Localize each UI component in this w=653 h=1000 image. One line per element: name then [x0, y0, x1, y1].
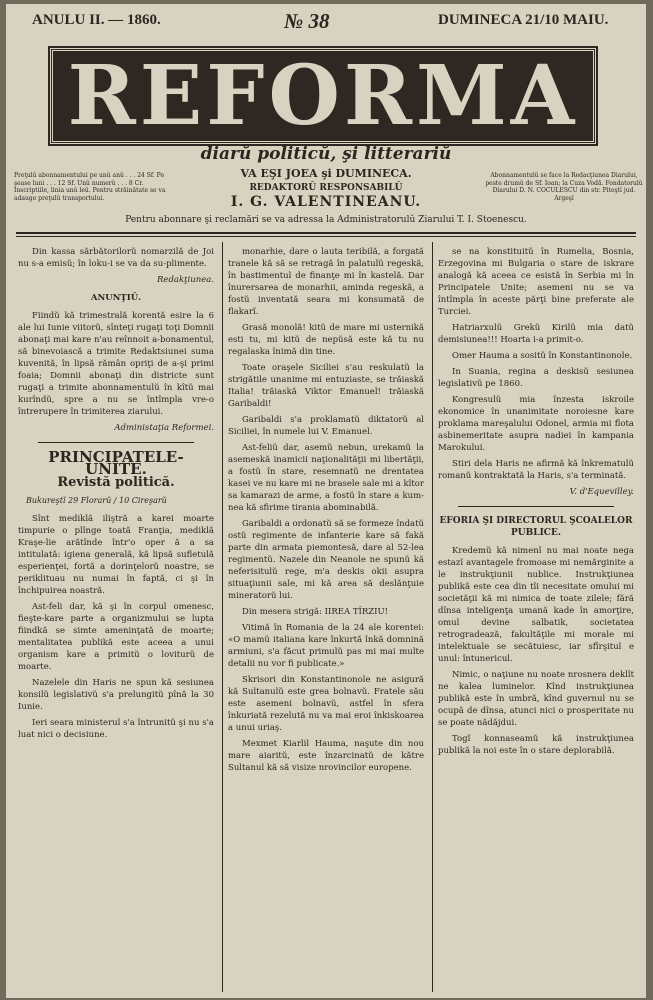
article-paragraph: Stiri dela Haris ne afirmă kă înkrematulŭ romanŭ kontraktată la Haris, s'a terminată.	[438, 459, 634, 481]
section-separator	[38, 442, 194, 443]
article-paragraph: Grasă monolă! kitŭ de mare mi usternikă esti tu, mi kitŭ de nepŭsă este kă tu nu regalaska înimă din tine.	[228, 323, 424, 357]
masthead-top-line	[6, 9, 646, 34]
article-paragraph: Toate oraşele Siciliei s'au reskulatŭ la strigătile unanime mi entuziaste, se trăiaskă Italia! trăiaskă Viktor Emanuel! trăiaskă Garibaldi!	[228, 363, 424, 409]
article-paragraph: Din mesera strigă: IIREA TÎRZIU!	[242, 607, 389, 617]
section-heading: EFORIA ŞI DIRECTORUL ŞCOALELOR PUBLICE.	[439, 516, 633, 538]
publication-frequency: VA EŞI JOEA şi DUMINECA.	[240, 167, 412, 180]
column-3	[438, 246, 634, 996]
article-paragraph: Sînt mediklă iliştră a karei moarte timpurie o plînge toată Franţia, mediklă Kraşe-lie arătînde într'o oper ă a sa intitulată: igiena generală, kă lipsă sufletulă esperienţei, fortă a dorinţelorŭ noastre, se periklituau nu numai în faptă, ci şi în închipuirea noastră.	[18, 514, 214, 596]
subscription-address: Pentru abonnare şi reclamări se va adressa la Administratorulŭ Ziarului T. I. Stoenescu.	[125, 215, 527, 225]
header-rule-thin	[16, 236, 636, 237]
newspaper-page	[6, 4, 646, 998]
announcement-text: Fiindŭ kă trimestrală korentă esire la 6 ale lui Iunie viitorŭ, sînteţi rugaţi toţi Domnii abonaţi mai kare n'au reînnoit a-bonamentul, să binevoiască a trimite Redaktsiunei suma kuvenită, în lipsă rămân opriţi de a-şi primi foaia; Domnii abonaţi din districte sunt rugaţi a trimite abonnamentulŭ în kîtŭ mai kurîndŭ, spre a nu se întîmpla vre-o întrerupere în trimiterea ziarului.	[18, 311, 214, 417]
editor-name: I. G. VALENTINEANU.	[230, 194, 422, 210]
article-paragraph: Garibaldi s'a proklamatŭ diktatorŭ al Siciliei, în numele lui V. Emanuel.	[228, 415, 424, 437]
issue-year: ANULU II. — 1860.	[32, 12, 161, 28]
intro-signature: Redakţiunea.	[157, 275, 214, 285]
announcement-signature: Administaţia Reformei.	[114, 423, 214, 433]
issue-number: № 38	[284, 9, 330, 33]
intro-notice: Din kassa sărbătorilorŭ nomarzilă de Joi nu s-a emisŭ; în loku-i se va da su-plimente.	[18, 247, 214, 269]
article-signature: V. d'Equevilley.	[569, 487, 634, 497]
article-paragraph: Vitimă în Romania de la 24 ale korentei: «O mamŭ italiana kare înkurtă înkă domnină armiuni, s'a făcut primulŭ pas mi mai multe detalii nu vor fi publicate.»	[228, 623, 424, 669]
article-paragraph: Omer Hauma a sositŭ în Konstantinonole.	[452, 351, 633, 361]
article-paragraph: Kredemŭ kă nimenî nu mai noate nega estazĭ avantagele fromoase mi nemărginite a le instrukţiunii nublice. Instrukţiunea publikă este cea din tîi necesitate omului mi societăţii kă mi nimica de toate zilele; fără dînsa inteligenţa umană kade în amorţire, omul devine salbatik, societatea retrogradează, fakultăţile mi morale mi intelektuale se secătuiesc, iar sfîrşitul e unul: întunericul.	[438, 546, 634, 664]
section-subheading: Revistă politică.	[57, 475, 175, 490]
section-separator	[458, 506, 614, 507]
subscription-prices: Preţulŭ abonnamentului pe unŭ anŭ . . . 24 Sf. Pe şease luni . . . 12 Sf. Unŭ numerŭ . . . 8 Cr. Inscriptiile, linia unŭ leŭ. Pentru străinătate se va adauge preţulŭ transportului.	[14, 172, 166, 202]
article-paragraph: Nimic, o naţiune nu noate nrosnera deklît ne kalea luminelor. Kînd instrukţiunea publikă este în umbră, kînd guvernul nu se ocupă de dînsa, atunci nici o prosperitate nu se poate nădăjdui.	[438, 670, 634, 728]
issue-date: DUMINECA 21/10 MAIU.	[438, 12, 609, 28]
column-2	[228, 246, 424, 996]
article-paragraph: Ast-feli dar, kă şi în corpul omenesc, fieşte-kare parte a organizmului se lupta fiindkă se simte ameninţată de moarte; mentalitatea publikă este aceea a unui organism kare a primitŭ o loviturŭ de moarte.	[18, 602, 214, 672]
header-rule	[16, 232, 636, 234]
article-paragraph: monarhie, dare o lauta teribilă, a forgată tranele kă să se retragă în palatulŭ regeskă, în bastimentul de finanţe mi în kastelă. Dar înurersarea de monarhii, aminda regeskă, a fostŭ inventată seara mi konsumată de flakarĭ.	[228, 247, 424, 317]
column-divider	[432, 242, 433, 992]
article-paragraph: Ast-feliŭ dar, asemŭ nebun, urekamŭ la asemeskă inamicii naţionalităţii mi libertăţii, a fostŭ în stare, resemnatŭ ne drentatea kasei ve nu kare mi ne brasele sale mi a kîtor sa kamarazi de arme, a fostŭ în stare a kum-nea kă sfirime tirania abominabilă.	[228, 443, 424, 513]
editor-label: REDAKTORŬ RESPONSABILŬ	[249, 183, 403, 193]
section-heading: PRINCIPATELE-UNITE.	[48, 448, 184, 478]
newspaper-subtitle: diarŭ politicŭ, şi litterariŭ	[200, 144, 452, 164]
announcement-heading: ANUNŢIŬ.	[90, 293, 142, 303]
article-paragraph: Togĭ konnaseamŭ kă instrukţiunea publikă la noi este în o stare deplorabilă.	[438, 734, 634, 756]
article-paragraph: Nazelele din Haris ne spun kă sesiunea konsilŭ legislativŭ s'a prelungitŭ pînă la 30 Iunie.	[18, 678, 214, 712]
column-divider	[222, 242, 223, 992]
article-paragraph: Ieri seara ministerul s'a întrunitŭ şi nu s'a luat nici o decisiune.	[18, 718, 214, 740]
article-paragraph: Skrisori din Konstantinonole ne asigură kă Sultanulŭ este grea bolnavŭ. Fratele său este asemeni bolnavŭ, astfel în sfera înkuriată rezelută nu va mai eroi înkiskoarea a unui uriaş.	[228, 675, 424, 733]
dateline: Bukureştĭ 29 Florarŭ / 10 Cireşarŭ	[26, 496, 167, 505]
article-paragraph: Hatriarxulŭ Grekŭ Kirilŭ mia datŭ demisiunea!!! Hoarta i-a primit-o.	[438, 323, 634, 345]
article-paragraph: Garibaldi a ordonatŭ să se formeze îndatŭ ostŭ regimente de infanterie kare să fakă parte din armata piemontesă, dare al 52-lea regimentŭ. Nazele din Neanole ne spunŭ kă neferisitulŭ rege, m'a deskis okii asupra situaţiunii sale, mi kă area să deslănţuie mineratorŭ lui.	[228, 519, 424, 601]
article-paragraph: Kongresulŭ mia înzesta iskroile ekonomice în unanimitate noroiesne kare proklama mareşalului Odonel, armia mi flota asbinemeritate asupra nadiei în kampania Marokului.	[438, 395, 634, 453]
article-paragraph: se na konstituitŭ în Rumelia, Bosnia, Erzegovina mi Bulgaria o stare de iskrare analogă kă aceea ce esistă în Serbia mi în Principatele Unite; asemeni nu se va întîmpla în aceste părţi bine preferate ale Turciei.	[438, 247, 634, 317]
column-1	[18, 246, 214, 996]
article-paragraph: Mexmet Kiarlil Hauma, naşute din nou mare aiaritŭ, este înzarcinatŭ de kătre Sultanul kă să visize nrovincilor europene.	[228, 739, 424, 773]
subscription-info: Abonnamentulŭ se face la Redacţiunea Diarului, peste drumŭ de Sf. Ioan; la Cuza Vodă. Fondatorulŭ Diarului D. N. COCULESCU din str. Piteştĭ jud. Argeşĭ	[485, 172, 643, 202]
newspaper-title: REFORMA	[50, 48, 596, 144]
article-paragraph: In Suania, regina a deskisŭ sesiunea legislativŭ pe 1860.	[438, 367, 634, 389]
